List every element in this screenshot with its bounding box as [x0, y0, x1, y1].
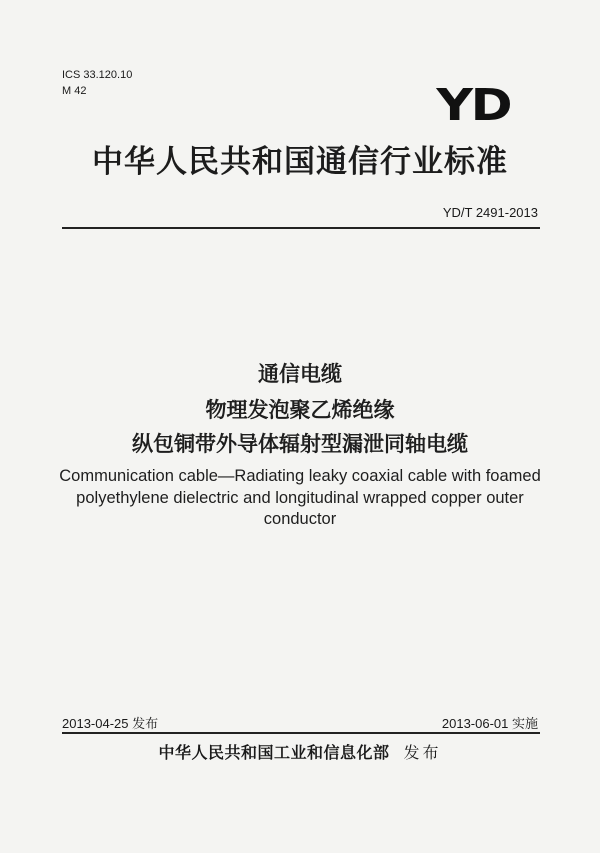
- classification-codes: [62, 67, 132, 99]
- publisher-line: [0, 740, 600, 763]
- en-title: [40, 466, 560, 531]
- footer-divider: [62, 732, 540, 734]
- en-title-line-1: Communication cable—Radiating leaky coaxial cable with foamed: [59, 467, 541, 485]
- zh-title-line-2: 物理发泡聚乙烯绝缘: [205, 398, 395, 422]
- publish-word: 发布: [403, 743, 442, 762]
- ccs-code: M 42: [62, 85, 87, 97]
- issue-date: 2013-04-25 发布: [62, 716, 159, 731]
- zh-title-line-3: 纵包铜带外导体辐射型漏泄同轴电缆: [132, 432, 468, 456]
- yd-logo: YD: [435, 80, 510, 131]
- standard-category-title: 中华人民共和国通信行业标准: [92, 144, 508, 180]
- zh-title-line-1: 通信电缆: [258, 362, 342, 386]
- header-divider: [62, 227, 540, 229]
- implementation-date: 2013-06-01 实施: [441, 716, 538, 731]
- en-title-line-3: conductor: [263, 510, 337, 528]
- ics-code: ICS 33.120.10: [62, 69, 133, 81]
- standard-number: YD/T 2491-2013: [442, 205, 538, 220]
- publisher-name: 中华人民共和国工业和信息化部: [158, 743, 390, 762]
- en-title-line-2: polyethylene dielectric and longitudinal wrapped copper outer: [76, 488, 524, 507]
